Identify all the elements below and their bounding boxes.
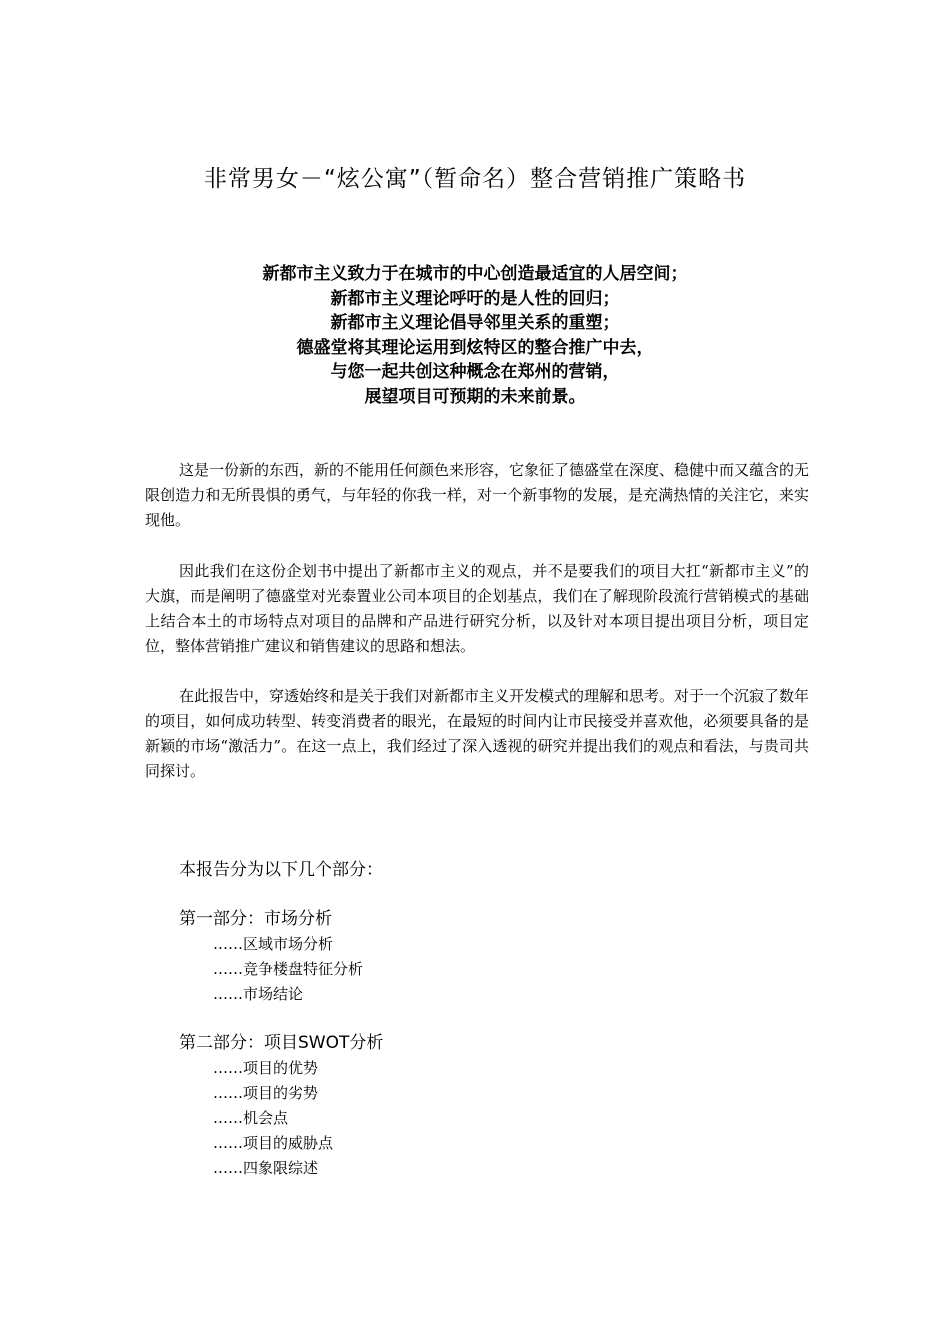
toc-item: ……项目的劣势 bbox=[213, 1084, 319, 1102]
toc-heading: 第一部分：市场分析 bbox=[179, 909, 332, 929]
toc-section-market-analysis bbox=[179, 907, 779, 1007]
slogan-line: 新都市主义理论呼吁的是人性的回归； bbox=[330, 288, 620, 309]
toc-item: ……项目的威胁点 bbox=[213, 1134, 334, 1152]
slogan-line: 与您一起共创这种概念在郑州的营销， bbox=[330, 362, 620, 382]
toc-heading: 第二部分：项目SWOT分析 bbox=[179, 1033, 384, 1053]
intro-paragraph-3: 在此报告中，穿透始终和是关于我们对新都市主义开发模式的理解和思考。对于一个沉寂了数年的项目，如何成功转型、转变消费者的眼光，在最短的时间内让市民接受并喜欢他，必须要具备的是新颖的市场“激活力”。在这一点上，我们经过了深入透视的研究并提出我们的观点和看法，与贵司共同探讨。 bbox=[145, 687, 810, 780]
intro-paragraph-2: 因此我们在这份企划书中提出了新都市主义的观点，并不是要我们的项目大扛“新都市主义”的大旗，而是阐明了德盛堂对光泰置业公司本项目的企划基点，我们在了解现阶段流行营销模式的基础上结合本土的市场特点对项目的品牌和产品进行研究分析，以及针对本项目提出项目分析，项目定位，整体营销推广建议和销售建议的思路和想法。 bbox=[145, 562, 809, 655]
toc-item: ……项目的优势 bbox=[213, 1059, 319, 1077]
slogan-line: 新都市主义致力于在城市的中心创造最适宜的人居空间； bbox=[262, 264, 688, 284]
intro-paragraph-1: 这是一份新的东西，新的不能用任何颜色来形容，它象征了德盛堂在深度、稳健中而又蕴含的无限创造力和无所畏惧的勇气，与年轻的你我一样，对一个新事物的发展，是充满热情的关注它，来实现他。 bbox=[145, 461, 810, 529]
document-title: 非常男女－“炫公寓”（暂命名）整合营销推广策略书 bbox=[203, 166, 747, 192]
toc-item: ……竞争楼盘特征分析 bbox=[213, 960, 364, 978]
table-of-contents bbox=[179, 858, 779, 1205]
slogan-line: 德盛堂将其理论运用到炫特区的整合推广中去， bbox=[296, 337, 654, 358]
slogan-line: 展望项目可预期的未来前景。 bbox=[364, 386, 586, 407]
toc-item: ……区域市场分析 bbox=[213, 935, 334, 953]
toc-item: ……市场结论 bbox=[213, 985, 304, 1003]
toc-item: ……机会点 bbox=[213, 1109, 289, 1127]
toc-item: ……四象限综述 bbox=[213, 1159, 319, 1177]
toc-intro: 本报告分为以下几个部分： bbox=[179, 860, 383, 880]
slogan-line: 新都市主义理论倡导邻里关系的重塑； bbox=[330, 313, 620, 333]
toc-section-swot-analysis bbox=[179, 1031, 779, 1181]
slogan-block bbox=[0, 262, 950, 409]
